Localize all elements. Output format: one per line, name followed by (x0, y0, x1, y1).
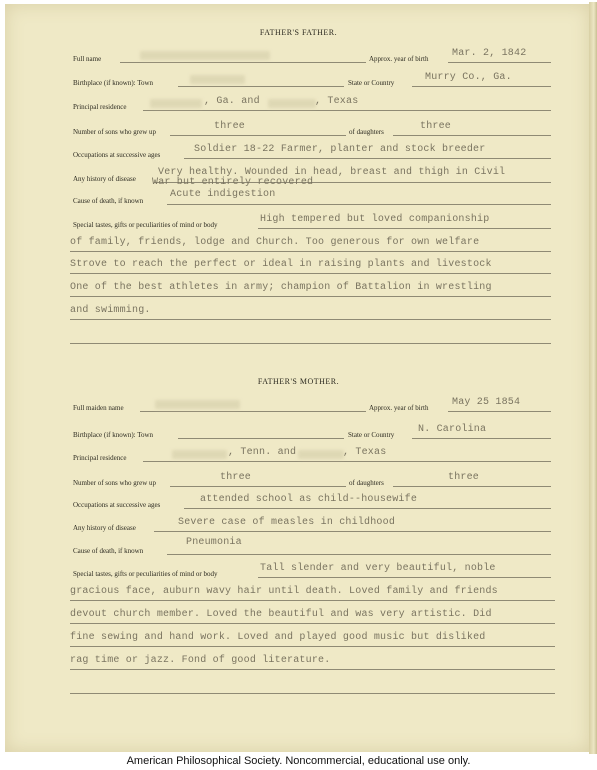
ff-sons-value: three (214, 121, 246, 132)
ff-tastes-line-4 (70, 296, 551, 297)
ff-residence-value-1: , Ga. and (204, 96, 260, 107)
fm-residence-row (0, 447, 597, 467)
ff-state-value: Murry Co., Ga. (425, 72, 512, 83)
fm-tastes-line (258, 577, 551, 578)
ff-residence-value-2: , Texas (315, 96, 359, 107)
fm-residence-line (143, 461, 551, 462)
ff-disease-row (0, 168, 597, 188)
fm-daughters-value: three (448, 472, 480, 483)
fm-daughters-line (393, 486, 551, 487)
ff-tastes-value-2: of family, friends, lodge and Church. Too generous for own welfare (70, 237, 480, 248)
fm-tastes-value-5: rag time or jazz. Fond of good literature. (70, 655, 331, 666)
fm-sons-label: Number of sons who grew up (73, 479, 157, 487)
ff-residence-redaction-1 (150, 99, 202, 108)
ff-tastes-value-5: and swimming. (70, 305, 151, 316)
fm-disease-line (154, 531, 551, 532)
ff-tastes-line (258, 228, 551, 229)
ff-birthplace-label: Birthplace (if known): Town (73, 79, 154, 87)
fm-full-name-line (140, 411, 366, 412)
ff-daughters-label: of daughters (349, 128, 384, 136)
ff-residence-label: Principal residence (73, 103, 127, 111)
fm-death-line (167, 554, 551, 555)
ff-tastes-row-4 (0, 282, 597, 302)
ff-children-row (0, 121, 597, 141)
ff-tastes-line-3 (70, 273, 551, 274)
fm-full-name-row (0, 397, 597, 417)
fm-residence-value-2: , Texas (343, 447, 387, 458)
ff-tastes-row (0, 214, 597, 234)
ff-residence-row (0, 96, 597, 116)
ff-residence-line (143, 110, 551, 111)
ff-residence-redaction-2 (268, 99, 316, 108)
fm-daughters-label: of daughters (349, 479, 384, 487)
fm-state-value: N. Carolina (418, 424, 487, 435)
ff-sons-label: Number of sons who grew up (73, 128, 157, 136)
fm-birth-value: May 25 1854 (452, 397, 521, 408)
ff-full-name-line (120, 62, 366, 63)
ff-occupations-label: Occupations at successive ages (73, 151, 161, 159)
fm-occupations-label: Occupations at successive ages (73, 501, 161, 509)
fm-tastes-value-2: gracious face, auburn wavy hair until death. Loved family and friends (70, 586, 498, 597)
ff-death-value: Acute indigestion (170, 189, 276, 200)
ff-tastes-value-1: High tempered but loved companionship (260, 214, 490, 225)
fm-children-row (0, 472, 597, 492)
fm-residence-value-1: , Tenn. and (228, 447, 297, 458)
section-title-fathers-mother: FATHER'S MOTHER. (257, 377, 340, 386)
ff-disease-value-2: War but entirely recovered (152, 177, 314, 188)
ff-daughters-value: three (420, 121, 452, 132)
fm-disease-row (0, 517, 597, 537)
fm-full-name-label: Full maiden name (73, 404, 124, 412)
ff-birth-label: Approx. year of birth (369, 55, 429, 63)
ff-death-label: Cause of death, if known (73, 197, 144, 205)
fm-tastes-line-2 (70, 600, 555, 601)
ff-full-name-label: Full name (73, 55, 102, 63)
ff-birthplace-row (0, 72, 597, 92)
ff-tastes-row-2 (0, 237, 597, 257)
ff-death-row (0, 190, 597, 210)
fm-sons-line (170, 486, 346, 487)
fm-full-name-redaction (155, 400, 240, 409)
ff-daughters-line (393, 135, 551, 136)
fm-tastes-value-1: Tall slender and very beautiful, noble (260, 563, 496, 574)
fm-tastes-line-5 (70, 669, 555, 670)
fm-tastes-row-3 (0, 609, 597, 629)
ff-disease-value-1: Very healthy. Wounded in head, breast and thigh in Civil (158, 167, 506, 178)
ff-state-line (412, 86, 551, 87)
fm-death-row (0, 537, 597, 560)
fm-occupations-line (184, 508, 551, 509)
fm-tastes-value-4: fine sewing and hand work. Loved and played good music but disliked (70, 632, 486, 643)
fm-birthplace-line (178, 438, 344, 439)
ff-birth-value: Mar. 2, 1842 (452, 48, 527, 59)
fm-tastes-label: Special tastes, gifts or peculiarities of mind or body (73, 570, 218, 578)
ff-tastes-row-5 (0, 305, 597, 325)
fm-disease-value: Severe case of measles in childhood (178, 517, 396, 528)
ff-disease-label: Any history of disease (73, 175, 136, 183)
section-title-fathers-father: FATHER'S FATHER. (259, 28, 338, 37)
ff-birth-line (448, 62, 551, 63)
fm-sons-value: three (220, 472, 252, 483)
ff-tastes-label: Special tastes, gifts or peculiarities of mind or body (73, 221, 218, 229)
ff-town-redaction (190, 75, 245, 84)
ff-death-line (167, 204, 551, 205)
fm-occupations-row (0, 494, 597, 514)
fm-death-value: Pneumonia (186, 537, 242, 548)
fm-disease-label: Any history of disease (73, 524, 136, 532)
fm-tastes-row-4 (0, 632, 597, 652)
ff-tastes-row-6 (0, 329, 597, 349)
fm-residence-redaction-2 (298, 450, 344, 459)
fm-occupations-value: attended school as child--housewife (200, 494, 418, 505)
ff-tastes-value-4: One of the best athletes in army; champion of Battalion in wrestling (70, 282, 492, 293)
fm-birth-label: Approx. year of birth (369, 404, 429, 412)
fm-residence-label: Principal residence (73, 454, 127, 462)
fm-tastes-row-5 (0, 655, 597, 675)
ff-occupations-line (184, 158, 551, 159)
fm-tastes-line-3 (70, 623, 555, 624)
ff-tastes-line-6 (70, 343, 551, 344)
fm-birthplace-label: Birthplace (if known): Town (73, 431, 154, 439)
ff-full-name-row (0, 48, 597, 68)
fm-tastes-row-6 (0, 679, 597, 699)
ff-full-name-redaction (140, 51, 270, 60)
ff-birthplace-line (178, 86, 344, 87)
ff-state-label: State or Country (348, 79, 395, 87)
fm-tastes-row-2 (0, 586, 597, 606)
ff-tastes-value-3: Strove to reach the perfect or ideal in raising plants and livestock (70, 259, 492, 270)
ff-sons-line (170, 135, 346, 136)
fm-tastes-line-6 (70, 693, 555, 694)
fm-tastes-row (0, 563, 597, 583)
fm-state-line (412, 438, 551, 439)
fm-death-label: Cause of death, if known (73, 547, 144, 555)
fm-birth-line (448, 411, 551, 412)
fm-state-label: State or Country (348, 431, 395, 439)
ff-occupations-value: Soldier 18-22 Farmer, planter and stock breeder (194, 144, 486, 155)
ff-tastes-line-5 (70, 319, 551, 320)
fm-tastes-value-3: devout church member. Loved the beautiful and was very artistic. Did (70, 609, 492, 620)
ff-tastes-line-2 (70, 251, 551, 252)
fm-residence-redaction-1 (172, 450, 227, 459)
ff-tastes-row-3 (0, 259, 597, 279)
footer-notice: American Philosophical Society. Noncommercial, educational use only. (126, 755, 471, 767)
ff-occupations-row (0, 144, 597, 164)
fm-tastes-line-4 (70, 646, 555, 647)
fm-birthplace-row (0, 424, 597, 444)
